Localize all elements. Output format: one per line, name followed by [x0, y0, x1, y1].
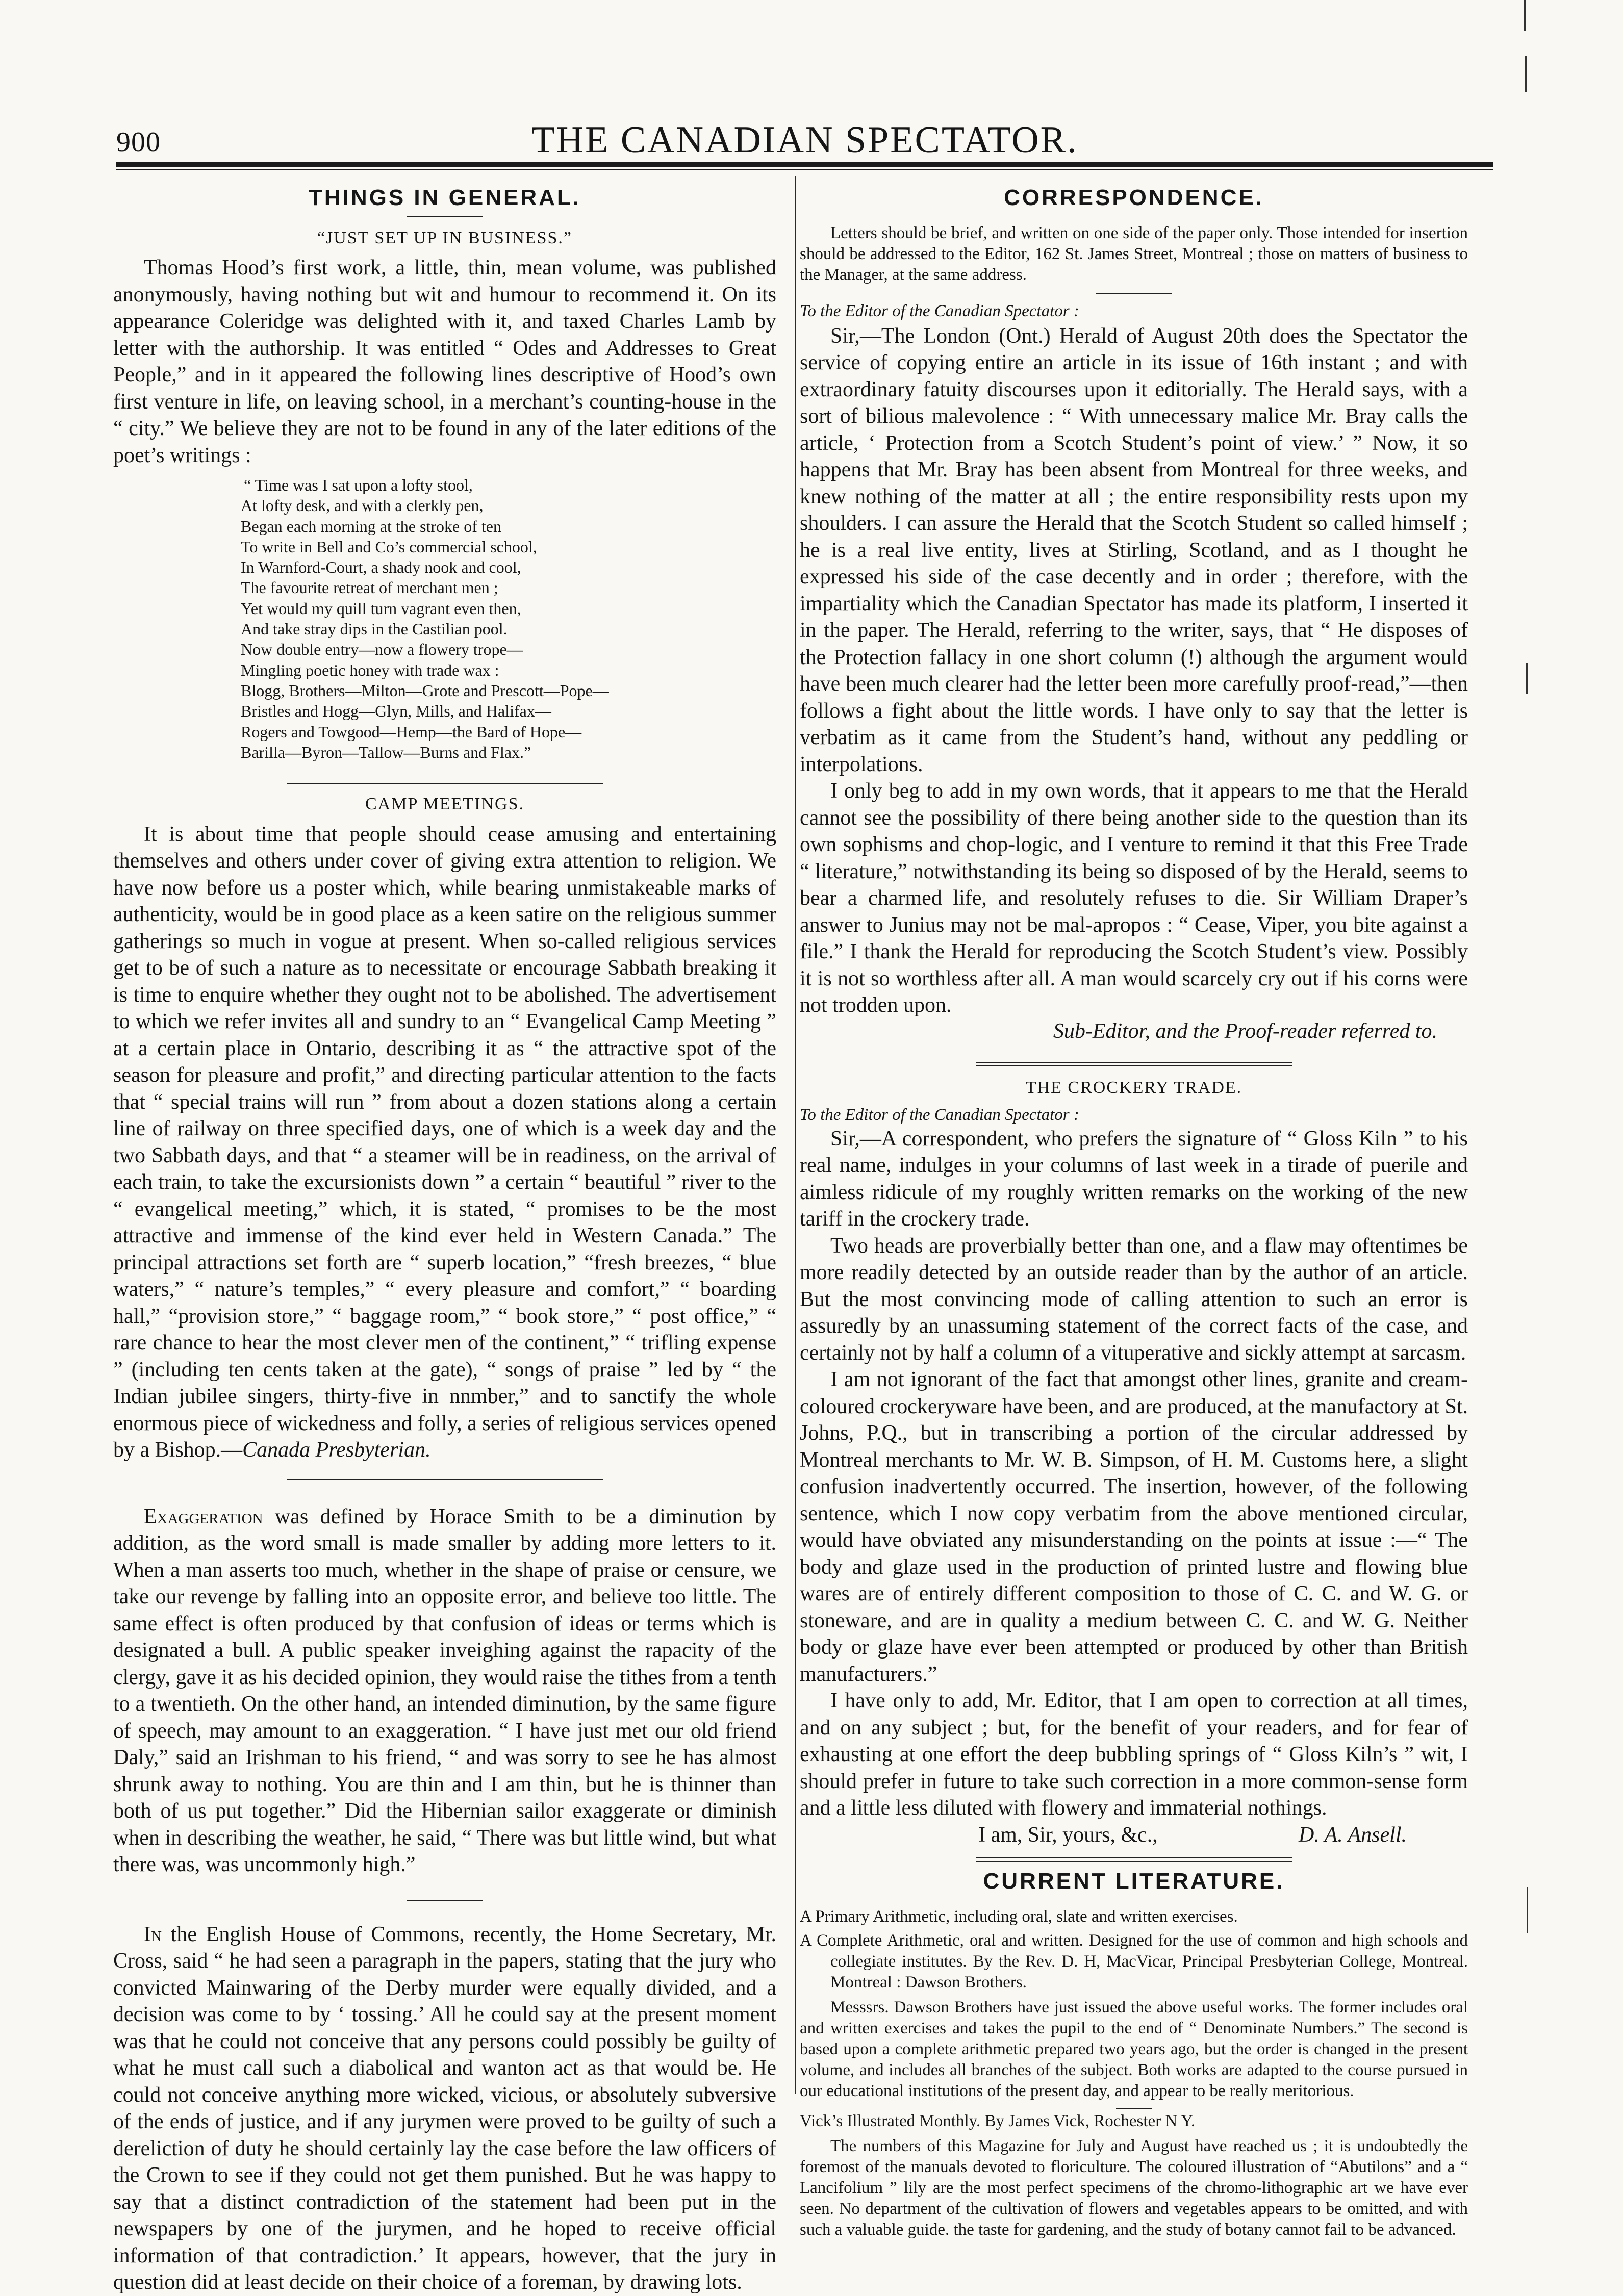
scan-edge-mark: [1526, 663, 1528, 694]
poem-line: The favourite retreat of merchant men ;: [241, 578, 498, 597]
scan-edge-mark: [1524, 0, 1526, 31]
poem-line: “ Time was I sat upon a lofty stool,: [244, 476, 473, 494]
poem-line: To write in Bell and Co’s commercial school,: [241, 537, 537, 556]
exaggeration-lead: Exaggeration: [144, 1504, 263, 1528]
crockery-paragraph: Two heads are proverbially better than one, and a flaw may oftentimes be more readily detected by an outside reader than by the author of an article. But the most convincing mode of calling attention to such an error is assuredly by an unassuming statement of the correct facts of the case, and certainly not by half a column of a vituperative and sickly attempt at sarcasm.: [800, 1234, 1468, 1365]
section-rule-short: [407, 1900, 483, 1901]
commons-lead: In: [144, 1922, 162, 1946]
scan-edge-mark: [1527, 1887, 1528, 1933]
poem-line: Mingling poetic honey with trade wax :: [241, 660, 499, 679]
poem-line: Blogg, Brothers—Milton—Grote and Prescott—Pope—: [241, 681, 609, 700]
poem-line: Began each morning at the stroke of ten: [241, 517, 501, 535]
commons-paragraph: [113, 1921, 776, 2296]
crockery-paragraph: I am not ignorant of the fact that amongst other lines, granite and cream-coloured crockeryware have been, and are produced, at the manufactory at St. Johns, P.Q., but in transcribing a portion of the circular addressed by Montreal merchants to Mr. W. B. Simpson, of H. M. Customs here, a slight confusion inadvertently occurred. The insertion, however, of the following sentence, which I now copy verbatim from the above mentioned circular, would have obviated any misunderstanding on the points at issue :—“ The body and glaze used in the production of printed lustre and flowing blue wares are of entirely different composition to those of C. C. and W. G. or stoneware, and are in quality a medium between C. C. and W. G. Neither body or glaze have ever been attempted or produced by other than British manufacturers.”: [800, 1368, 1468, 1686]
current-literature-heading: CURRENT LITERATURE.: [983, 1869, 1285, 1894]
camp-meetings-paragraph: [113, 821, 776, 1464]
poem-line: Yet would my quill turn vagrant even then,: [241, 599, 521, 618]
letter-signature: D. A. Ansell.: [1299, 1823, 1407, 1847]
header-rule-thin: [116, 169, 1493, 170]
heading-rule: [407, 216, 483, 217]
section-rule-short: [1096, 293, 1172, 294]
camp-meetings-body: It is about time that people should cease amusing and entertaining themselves and others under cover of giving extra attention to religion. We have now before us a poster which, while bearing unmistakeable marks of authenticity, would be in good place as a keen satire on the religious summer gatherings so much in vogue at present. When so-called religious services get to be of such a nature as to necessitate or encourage Sabbath breaking it is time to enquire whether they ought not to be abolished. The advertisement to which we refer invites all and sundry to an “ Evangelical Camp Meeting ” at a certain place in Ontario, describing it as “ the attractive spot of the season for pleasure and profit,” and directing particular attention to the facts that “ special trains will run ” from about a dozen stations along a certain line of railway on three specified days, one of which is a week day and the two Sabbath days, and that “ a steamer will be in readiness, on the arrival of each train, to take the excursionists down ” a certain “ beautiful ” river to the “ evangelical meeting,” which, it is stated, “ promises to be the most attractive and immense of the kind ever held in Western Canada.” The principal attractions set forth are “ superb location,” “fresh breezes, “ blue waters,” “ nature’s temples,” “ every pleasure and comfort,” “ boarding hall,” “provision store,” “ baggage room,” “ book store,” “ post office,” “ rare chance to hear the most clever men of the continent,” “ trifling expense ” (including ten cents taken at the gate), “ songs of praise ” led by “ the Indian jubilee singers, thirty-five in nnmber,” and to sanctify the whole enormous piece of wickedness and folly, a series of religious services opened by a Bishop.—: [113, 822, 776, 1462]
poem-line: Rogers and Towgood—Hemp—the Bard of Hope—: [241, 722, 582, 741]
right-column: [800, 185, 1468, 2240]
literature-entries: [800, 1906, 1468, 2240]
letter-paragraph: I only beg to add in my own words, that it appears to me that the Herald cannot see the possibility of there being another side to the question than its own sophisms and chop-logic, and I venture to remind it that this Free Trade “ literature,” notwithstanding its being so disposed of by the Herald, seems to bear a charmed life, and resolutely refuses to die. Sir William Draper’s answer to Junius may not be mal-apropos : “ Cease, Viper, you bite against a file.” I thank the Herald for reproducing the Scotch Student’s view. Possibly it is not so worthless after all. A man would scarcely cry out if his corns were not trodden upon.: [800, 779, 1468, 1017]
crockery-trade-title: THE CROCKERY TRADE.: [1025, 1078, 1242, 1097]
correspondence-note: Letters should be brief, and written on one side of the paper only. Those intended for insertion should be addressed to the Editor, 162 St. James Street, Montreal ; those on matters of business to the Manager, at the same address.: [800, 223, 1468, 284]
camp-meetings-source: Canada Presbyterian.: [242, 1438, 431, 1462]
letter-salutation: To the Editor of the Canadian Spectator :: [800, 301, 1079, 320]
letter-closing-line: [800, 1822, 1468, 1849]
article-paragraph: Thomas Hood’s first work, a little, thin, mean volume, was published anonymously, having nothing but wit and humour to recommend it. On its appearance Coleridge was delighted with it, and taxed Charles Lamb by letter with the authorship. It was entitled “ Odes and Addresses to Great People,” and in it appeared the following lines descriptive of Hood’s own first venture in life, on leaving school, in a merchant’s counting-house in the “ city.” We believe they are not to be found in any of the later editions of the poet’s writings :: [113, 256, 776, 467]
literature-review: The numbers of this Magazine for July and August have reached us ; it is undoubtedly the foremost of the manuals devoted to floriculture. The coloured illustration of “Abutilons” and a “ Lancifolium ” lily are the most perfect specimens of the chromo-lithographic art we have ever seen. No department of the cultivation of flowers and vegetables appears to be omitted, and with such a valuable guide. the taste for gardening, and the study of botany cannot fail to be advanced.: [800, 2136, 1468, 2239]
poem-line: And take stray dips in the Castilian pool.: [241, 620, 508, 639]
exaggeration-body: was defined by Horace Smith to be a diminution by addition, as the word small is made smaller by adding more letters to it. When a man asserts too much, whether in the shape of praise or censure, we take our revenge by falling into an opposite error, and believe too little. The same effect is often produced by that confusion of ideas or terms which is designated a bull. A public speaker inveighing against the rapacity of the clergy, gave it as his decided opinion, they would raise the tithes from a tenth to a twentieth. On the other hand, an intended diminution, by the same figure of speech, may amount to an exaggeration. “ I have just met our old friend Daly,” said an Irishman to his friend, “ and was sorry to see he has almost shrunk away to nothing. You are thin and I am thin, but he is thinner than both of us put together.” Did the Hibernian sailor exaggerate or diminish when in describing the weather, he said, “ There was but little wind, but what there was, was uncommonly high.”: [113, 1504, 776, 1877]
poem-line: Bristles and Hogg—Glyn, Mills, and Halifax—: [241, 702, 551, 721]
literature-review: Messsrs. Dawson Brothers have just issued the above useful works. The former includes oral and written exercises and takes the pupil to the end of “ Denominate Numbers.” The second is based upon a complete arithmetic prepared two years ago, but the order is changed in the present volume, and includes all branches of the subject. Both works are adapted to the course pursued in our educational institutions of the present day, and appear to be really meritorious.: [800, 1998, 1468, 2100]
page-number: 900: [116, 126, 161, 158]
left-column: [113, 185, 776, 2296]
scan-edge-mark: [1525, 56, 1527, 92]
page-header: [116, 115, 1493, 161]
masthead: THE CANADIAN SPECTATOR.: [531, 119, 1078, 161]
literature-item: A Complete Arithmetic, oral and written. Designed for the use of common and high schools and collegiate institutes. By the Rev. D. H, MacVicar, Principal Presbyterian College, Montreal. Montreal : Dawson Brothers.: [800, 1931, 1468, 1992]
section-rule: [287, 1479, 603, 1480]
section-rule-short: [1116, 2108, 1152, 2109]
section-rule: [287, 783, 603, 784]
header-rule: [116, 162, 1493, 167]
poem-line: Now double entry—now a flowery trope—: [241, 640, 523, 659]
crockery-paragraph: I have only to add, Mr. Editor, that I am open to correction at all times, and on any subject ; but, for the benefit of your readers, and for fear of exhausting at one effort the deep bubbling springs of “ Gloss Kiln’s ” wit, I should prefer in future to take such correction in a more common-sense form and a little less diluted with flowery and immaterial nothings.: [800, 1689, 1468, 1820]
crockery-paragraph: Sir,—A correspondent, who prefers the signature of “ Gloss Kiln ” to his real name, indulges in your columns of last week in a tirade of puerile and aimless ridicule of my roughly written remarks on the working of the new tariff in the crockery trade.: [800, 1127, 1468, 1231]
letter-paragraph: Sir,—The London (Ont.) Herald of August 20th does the Spectator the service of copying entire an article in its issue of 16th instant ; and with extraordinary fatuity discourses upon it editorially. The Herald says, with a sort of bilious malevolence : “ With unnecessary malice Mr. Bray calls the article, ‘ Protection from a Scotch Student’s point of view.’ ” Now, it so happens that Mr. Bray has been absent from Montreal for three weeks, and knew nothing of the matter at all ; the entire responsibility rests upon my shoulders. I can assure the Herald that the Scotch Student so called himself ; he is a real live entity, lives at Stirling, Scotland, and as I thought he expressed his side of the case decently and in order ; therefore, with the impartiality which the Canadian Spectator has made its platform, I inserted it in the paper. The Herald, referring to the writer, says, that “ He disposes of the Protection fallacy in one short column (!) although the argument would have been much clearer had the letter been more carefully proof-read,”—then follows a fight about the little words. I have only to say that the letter is verbatim as it came from the Student’s hand, without any peddling or interpolations.: [800, 324, 1468, 776]
article-title: “JUST SET UP IN BUSINESS.”: [317, 228, 573, 247]
letter-salutation: To the Editor of the Canadian Spectator :: [800, 1105, 1079, 1124]
section-double-rule: [976, 1062, 1292, 1066]
correspondence-heading: CORRESPONDENCE.: [1004, 185, 1264, 210]
poem-line: In Warnford-Court, a shady nook and cool,: [241, 558, 521, 577]
literature-item: A Primary Arithmetic, including oral, slate and written exercises.: [800, 1907, 1238, 1926]
camp-meetings-title: CAMP MEETINGS.: [365, 795, 524, 814]
literature-item: Vick’s Illustrated Monthly. By James Vick, Rochester N Y.: [800, 2111, 1196, 2130]
section-double-rule: [976, 1857, 1292, 1862]
letter-closing: I am, Sir, yours, &c.,: [978, 1823, 1158, 1847]
column-divider: [795, 176, 796, 2094]
poem-line: Barilla—Byron—Tallow—Burns and Flax.”: [241, 743, 531, 761]
poem-line: At lofty desk, and with a clerkly pen,: [241, 496, 484, 515]
things-in-general-heading: THINGS IN GENERAL.: [308, 185, 581, 210]
commons-body: the English House of Commons, recently, the Home Secretary, Mr. Cross, said “ he had seen a paragraph in the papers, stating that the jury who convicted Mainwaring of the Derby murder were equally divided, and a decision was come to by ‘ tossing.’ All he could say at the present moment was that he could not conceive that any persons could possibly be guilty of what he must call such a diabolical and wanton act as that would be. He could not conceive anything more wicked, vicious, or absolutely subversive of the ends of justice, and if any jurymen were proved to be guilty of such a dereliction of duty he should certainly lay the case before the law officers of the Crown to see if they could not get them punished. But he was happy to say that a distinct contradiction of the statement had been put in the newspapers by one of the jurymen, and he hoped to receive official information of that contradiction.’ It appears, however, that the jury in question did at least decide on their choice of a foreman, by drawing lots.: [113, 1922, 776, 2294]
exaggeration-paragraph: [113, 1503, 776, 1878]
hood-poem: [236, 475, 776, 762]
letter-signature: Sub-Editor, and the Proof-reader referred to.: [1053, 1019, 1437, 1043]
